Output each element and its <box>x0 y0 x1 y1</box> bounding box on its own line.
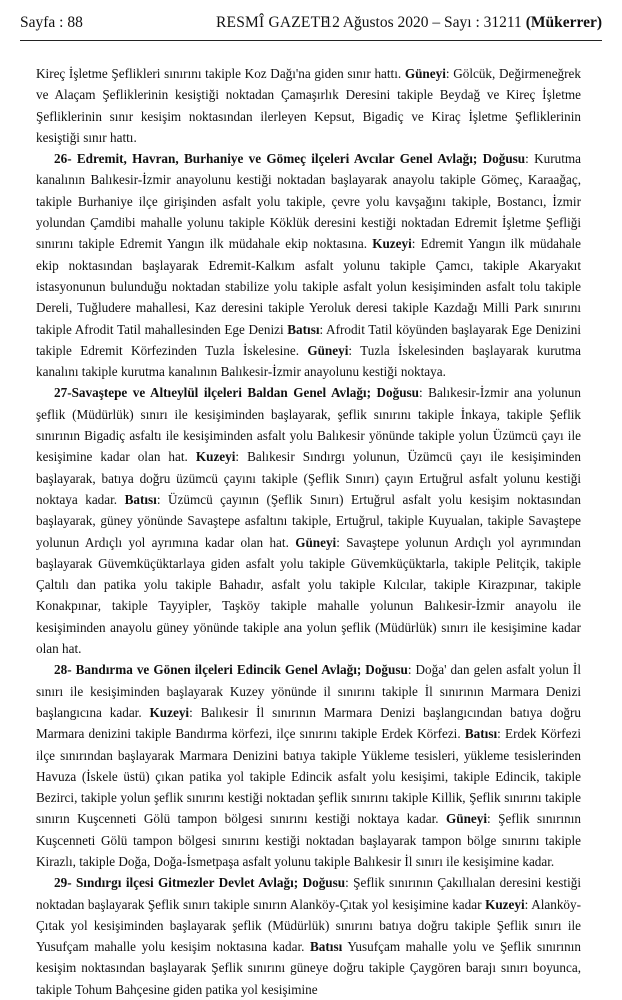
paragraph-text: : Savaştepe yolunun Ardıçlı yol ayrımından başlayarak Güvemküçüktarlaya giden asfalt yolu takiple Güvemküçüktarla, takiple Pelitçik, takiple Çaltılı dan patika yolu takiple Bahadır, asfalt yolu takiple Kılcılar, takiple Kirazpınar, takiple Konakpınar, takiple Tayyipler, Taşköy takiple mahalle yolunun Balıkesir-İzmir anayolu ile kesişiminden anayolu güney yönünde takiple ana yolun şeflik (Müdürlük) sınırı ile kesişimine kadar olan hat. <box>36 534 581 657</box>
paragraph-text: : Tuzla İskelesinden başlayarak kurutma kanalını takiple kurutma kanalının Balıkesir-İzmir anayolunu kestiği noktaya. <box>36 342 581 380</box>
paragraph-text: : Alanköy-Çıtak yol kesişiminden başlayarak şeflik (Müdürlük) sınırını batıya doğru takiple Şeflik sınırı ile Yusufçam mahalle yolu kesişim noktasına kadar. <box>36 896 581 955</box>
bold-heading-text: Güneyi <box>445 811 488 827</box>
bold-heading-text: 27-Savaştepe ve Altıeylül ilçeleri Baldan Genel Avlağı; Doğusu <box>54 385 419 401</box>
bold-heading-text: Kuzeyi <box>195 449 236 465</box>
paragraph-text: : Erdek Körfezi ilçe sınırından başlayarak Marmara Denizini batıya takiple Yükleme tesisleri, yükleme tesislerinden Havuza (İskele üstü) çıkan patika yol takiple Edincik asfalt yolu kesişimi, takiple Edincik, takiple Bezirci, takiple yolun şeflik sınırını kestiği noktadan şeflik sınırını takiple Killik, Şeflik sınırını takiple sınırın Kuşcenneti Gölü tampon bölgesi sınırını kestiği noktaya kadar. <box>36 726 581 827</box>
paragraph-text: : Kurutma kanalının Balıkesir-İzmir anayolunu kestiği noktadan başlayarak anayolu takiple Gömeç, Karaağaç, takiple Burhaniye ilçe girişinden asfalt yolu takiple, çevre yolu kavşağını takiple, Bostancı, İzmir yolundan Çamdibi mahalle yolunu takiple Köklük deresini kestiği noktadan Edremit İşletme Şefliği sınırını takiple Edremit Yangın ilk müdahale ekip noktasına. <box>36 151 581 252</box>
paragraph <box>36 659 581 872</box>
page-number: Sayfa : 88 <box>20 14 83 31</box>
paragraph-text: Yusufçam mahalle yolu ve Şeflik sınırının kesişim noktasından başlayarak Şeflik sınırını güneye doğru takiple Çaygören barajı sınırı boyunca, takiple Tohum Bahçesine giden patika yol kesişimine <box>36 939 581 997</box>
paragraph-text: : Gölcük, Değirmeneğrek ve Alaçam Şefliklerinin kesiştiği noktadan Çamaşırlık Deresini takiple Beydağ ve Kireç İşletme Şefliklerinin sınır kesişim noktasından ilerleyen Kepsut, Bigadiç ve Kiraç İşletme Şefliklerinin kesiştiği sınır hattı. <box>36 66 581 145</box>
bold-heading-text: 26- Edremit, Havran, Burhaniye ve Gömeç ilçeleri Avcılar Genel Avlağı; Doğusu <box>54 151 526 167</box>
bold-heading-text: Batısı <box>287 321 320 337</box>
gazette-title: RESMÎ GAZETE <box>216 14 330 31</box>
paragraph-text: : Doğa' dan gelen asfalt yolun İl sınırı ile kesişiminden başlayarak Kuzey yönünde il sınırını takiple İl sınırının Marmara Denizi başlangıcına kadar. <box>36 662 581 720</box>
bold-heading-text: Güneyi <box>295 534 337 550</box>
bold-heading-text: Kuzeyi <box>372 236 412 252</box>
paragraph-text: : Balıkesir Sındırgı yolunun, Üzümcü çayı ile kesişiminden başlayarak, batıya doğru üzümcü çayını takiple (Şeflik Sınırı) çayın Ertuğrul asfalt yolunu kestiği noktaya kadar. <box>36 449 581 507</box>
issue-date-number: 12 Ağustos 2020 – Sayı : 31211 <box>324 14 522 31</box>
paragraph-text: : Edremit Yangın ilk müdahale ekip noktasından başlayarak Edremit-Kalkım asfalt yolunu takiple Çamcı, takiple Akaryakıt istasyonunun bulunduğu noktadan stabilize yolu takiple asfalt yolun kesişiminden asfalt tolu takiple Dereli, Tuğludere mahallesi, Kaz deresini takiple Yeroluk deresi takiple Kazdağı Milli Park sınırını takiple Afrodit Tatil mahallesinden Ege Denizi <box>36 236 581 337</box>
paragraph <box>36 148 581 382</box>
paragraph-text: Kireç İşletme Şeflikleri sınırını takiple Koz Dağı'na giden sınır hattı. <box>36 66 405 81</box>
paragraph <box>36 63 581 148</box>
paragraph-text: : Şeflik sınırının Çakıllıalan deresini kestiği noktadan başlayarak Şeflik sınırı takiple sınırın Alanköy-Çıtak yol kesişimine kadar <box>36 875 581 912</box>
page-header <box>20 14 602 36</box>
paragraph <box>36 382 581 659</box>
paragraph-text: : Balıkesir-İzmir ana yolunun şeflik (Müdürlük) sınırı ile kesişiminden başlayarak, şeflik sınırını takiple İnkaya, takiple Şeflik sınırının Bigadiç asfaltı ile kesişiminden asfalt yolu Balıkesir yönünde takiple yolun Üzümcü çayı ile kesişimine kadar olan hat. <box>36 385 581 465</box>
bold-heading-text: Batısı <box>124 491 157 507</box>
bold-heading-text: Güneyi <box>307 342 349 358</box>
bold-heading-text: Kuzeyi <box>149 704 190 720</box>
bold-heading-text: Kuzeyi <box>485 896 525 912</box>
document-body <box>36 63 581 1000</box>
edition-label: (Mükerrer) <box>525 14 602 31</box>
paragraph-text: : Afrodit Tatil köyünden başlayarak Ege Denizini takiple Edremit Körfezinden Tuzla İskelesine. <box>36 321 581 358</box>
bold-heading-text: Batısı <box>464 726 498 742</box>
issue-info <box>324 14 602 32</box>
header-rule <box>20 40 602 41</box>
bold-heading-text: 28- Bandırma ve Gönen ilçeleri Edincik Genel Avlağı; Doğusu <box>54 662 408 678</box>
paragraph-text: : Üzümcü çayının (Şeflik Sınırı) Ertuğrul asfalt yolu kesişim noktasından başlayarak, güney yönünde Savaştepe asfaltını takiple, Ertuğrul, takiple Kuyualan, takiple Savaştepe yolunun Ardıçlı yol ayrımına kadar olan hat. <box>36 491 581 550</box>
paragraph-text: : Şeflik sınırının Kuşcenneti Gölü tampon bölgesi sınırını kestiği noktadan başlayarak tampon bölge sınırını takiple Kirazlı, takiple Doğa, Doğa-İsmetpaşa asfalt yolunu takiple Balıkesir İl sınırı ile kesişimine kadar. <box>36 811 581 869</box>
bold-heading-text: Batısı <box>310 939 343 955</box>
bold-heading-text: Güneyi <box>404 66 446 81</box>
bold-heading-text: 29- Sındırgı ilçesi Gitmezler Devlet Avlağı; Doğusu <box>54 875 346 891</box>
paragraph-text: : Balıkesir İl sınırının Marmara Denizi başlangıcından batıya doğru Marmara denizini takiple Bandırma körfezi, ilçe sınırını takiple Erdek Körfezi. <box>36 704 581 742</box>
paragraph <box>36 872 581 1000</box>
